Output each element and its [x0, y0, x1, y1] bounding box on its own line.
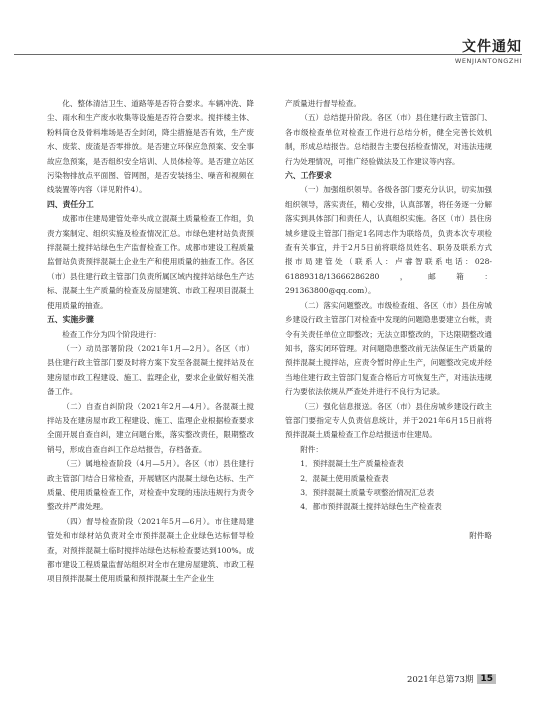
- paragraph: （五）总结提升阶段。各区（市）县住建行政主管部门、各市级检查单位对检查工作进行总结分析，健全完善长效机制，形成总结报告。总结报告主要包括检查情况，对违法违规行为处理情况，可推广经验做法及工作建议等内容。: [285, 113, 492, 166]
- paragraph: （三）强化信息报送。各区（市）县住房城乡建设行政主管部门要指定专人负责信息统计，并于2021年6月15日前将预拌混凝土质量检查工作总结报送市住建局。: [285, 401, 492, 440]
- paragraph: 检查工作分为四个阶段进行：: [62, 329, 161, 339]
- paragraph: （四）督导检查阶段（2021年5月—6月）。市住建局建管处和市绿材站负责对全市预拌混凝土企业绿色达标督导检查，对预拌混凝土临时搅拌站绿色达标检查要达到100%。成都市建设工程质量监督站组织对全市在建房屋建筑、市政工程项目预拌混凝土使用质量和预拌混凝土生产企业生: [47, 516, 254, 584]
- page-number: 15: [477, 674, 496, 684]
- paragraph: 成都市住建局建管处牵头成立混凝土质量检查工作组，负责方案制定、组织实施及检查情况汇总。市绿色建材站负责预拌混凝土搅拌站绿色生产监督检查工作。成都市建设工程质量监督站负责预拌混凝土企业生产和使用质量的抽查工作。各区（市）县住建行政主管部门负责所属区域内搅拌站绿色生产达标、混凝土生产质量的检查及房屋建筑、市政工程项目混凝土使用质量的抽查。: [47, 214, 254, 310]
- paragraph: 化、整体清洁卫生、道路等是否符合要求。车辆冲洗、降尘、雨水和生产废水收集等设施是否符合要求。搅拌楼主体、粉料筒仓及骨料堆场是否全封闭，降尘措施是否有效，生产废水、废浆、废渣是否零排放。是否建立环保应急预案、安全事故应急预案，是否组织安全培训、人员体检等。是否建立站区污染物排放点平面图、管网图，是否安装扬尘、噪音和视频在线装置等内容（详见附件4）。: [47, 99, 254, 195]
- header-divider: [14, 54, 522, 55]
- attachment-item: 1．预拌混凝土生产质量检查表: [300, 459, 404, 469]
- right-text-column: [285, 97, 492, 543]
- paragraph: （一）加强组织领导。各级各部门要充分认识，切实加强组织领导，落实责任，精心安排，认真部署，将任务逐一分解落实到具体部门和责任人，认真组织实施。各区（市）县住房城乡建设主管部门指定1名同志作为联络员，负责本次专项检查有关事宜，并于2月5日前将联络员姓名、职务及联系方式报市局建管处（联系人：卢睿智联系电话：028-61889318/13666286280，邮箱：291363800@qq.com）。: [285, 185, 492, 296]
- section-title: 文件通知: [462, 39, 522, 55]
- paragraph: （三）属地检查阶段（4月—5月）。各区（市）县住建行政主管部门结合日常检查，开展辖区内混凝土绿色达标、生产质量、使用质量检查工作，对检查中发现的违法违规行为责令整改并严肃处理。: [47, 459, 254, 512]
- attachment-note: 附件略: [469, 530, 492, 540]
- issue-label: 2021年总第73期: [407, 675, 474, 685]
- section-heading: 四、责任分工: [47, 199, 94, 209]
- section-heading: 五、实施步骤: [47, 315, 94, 325]
- attachment-item: 3．预拌混凝土质量专项整治情况汇总表: [300, 487, 435, 497]
- paragraph: （二）落实问题整改。市级检查组、各区（市）县住房城乡建设行政主管部门对检查中发现的问题隐患要建立台帐，责令有关责任单位立即整改；无法立即整改的，下达限期整改通知书，落实闭环管理。对问题隐患整改前无法保证生产质量的预拌混凝土搅拌站，应责令暂时停止生产，问题整改完成并经当地住建行政主管部门复查合格后方可恢复生产，对违法违规行为要依法依规从严查处并进行不良行为记录。: [285, 300, 492, 397]
- attachment-item: 4．都市预拌混凝土搅拌站绿色生产检查表: [300, 502, 442, 512]
- paragraph: 附件：: [300, 444, 323, 454]
- left-text-column: [47, 97, 254, 587]
- page-footer: [407, 673, 496, 685]
- paragraph: 产质量进行督导检查。: [285, 99, 361, 108]
- section-heading: 六、工作要求: [285, 171, 332, 181]
- section-subtitle: WENJIANTONGZHI: [454, 57, 522, 65]
- attachment-item: 2．混凝土使用质量检查表: [300, 473, 389, 483]
- paragraph: （二）自查自纠阶段（2021年2月—4月）。各混凝土搅拌站及在建房屋市政工程建设、施工、监理企业根据检查要求全面开展自查自纠，建立问题台账，落实整改责任，限期整改销号，形成自查自纠工作总结报告，存档备查。: [47, 401, 254, 454]
- paragraph: （一）动员部署阶段（2021年1月—2月）。各区（市）县住建行政主管部门要及时将方案下发至各混凝土搅拌站及在建房屋市政工程建设、施工、监理企业，要求企业做好相关准备工作。: [47, 343, 254, 397]
